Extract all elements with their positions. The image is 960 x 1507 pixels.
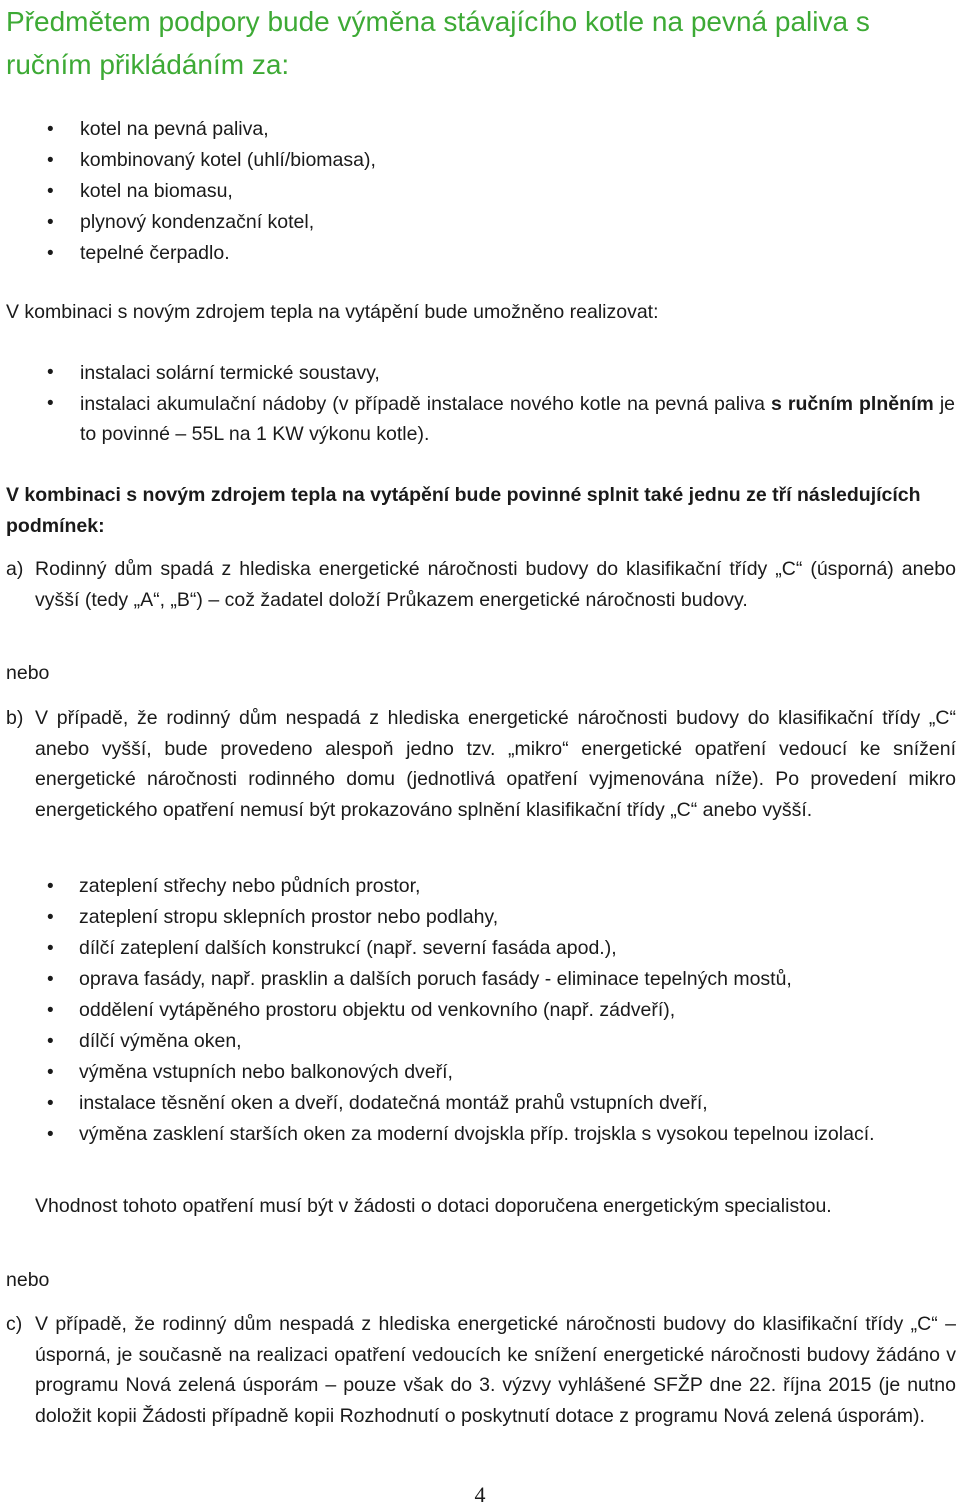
condition-a-text: Rodinný dům spadá z hlediska energetické náročnosti budovy do klasifikační třídy „C“ (úsporná) anebo vyšší (tedy „A“, „B“) – což žadatel doloží Průkazem energetické náročnosti budovy. [35, 558, 956, 611]
list-item-text: zateplení stropu sklepních prostor nebo podlahy, [79, 906, 499, 928]
list-item [0, 1057, 955, 1088]
condition-b-label: b) [6, 707, 24, 729]
list-item [0, 114, 955, 145]
condition-c-label: c) [6, 1313, 23, 1335]
list-item [0, 871, 955, 902]
list-item [0, 902, 955, 933]
list-item-text: tepelné čerpadlo. [80, 242, 230, 264]
condition-a-label: a) [6, 558, 24, 580]
list-item-text: plynový kondenzační kotel, [80, 211, 315, 233]
list-item-text: instalace těsnění oken a dveří, dodatečná montáž prahů vstupních dveří, [79, 1092, 708, 1114]
list-item-text: kotel na pevná paliva, [80, 118, 269, 140]
list-item-text: dílčí výměna oken, [79, 1030, 242, 1052]
condition-b [6, 703, 956, 826]
section-heading: Předmětem podpory bude výměna stávajícího kotle na pevná paliva s ručním přikládáním za: [6, 6, 870, 80]
list-item-text [80, 389, 955, 450]
list-item-text: oddělení vytápěného prostoru objektu od venkovního (např. zádveří), [79, 999, 676, 1021]
or-separator-1: nebo [6, 662, 50, 684]
condition-b-text: V případě, že rodinný dům nespadá z hlediska energetické náročnosti budovy do klasifikační třídy „C“ anebo vyšší, bude provedeno alespoň jedno tzv. „mikro“ energetické opatření vedoucí ke snížení energetické náročnosti rodinného domu (jednotlivá opatření vyjmenována níže). Po provedení mikro energetického opatření nemusí být prokazováno splnění klasifikační třídy „C“ anebo vyšší. [35, 707, 956, 822]
list-item [0, 207, 955, 238]
list-item-bold-text: s ručním plněním [771, 392, 934, 415]
list-item [0, 238, 955, 269]
page-number: 4 [474, 1482, 486, 1507]
list-item [0, 995, 955, 1026]
list-item-text: oprava fasády, např. prasklin a dalších poruch fasády - eliminace tepelných mostů, [79, 968, 792, 990]
list-item [0, 389, 955, 450]
list-item-text: výměna zasklení starších oken za moderní dvojskla příp. trojskla s vysokou tepelnou izolací. [79, 1123, 875, 1145]
list-item-text-rest: je to povinné – 55L na 1 KW výkonu kotle). [80, 392, 955, 445]
list-item [0, 358, 955, 389]
condition-c-text: V případě, že rodinný dům nespadá z hlediska energetické náročnosti budovy do klasifikační třídy „C“ – úsporná, je současně na realizaci opatření vedoucích ke snížení energetické náročnosti budovy žádáno v programu Nová zelená úsporám – pouze však do 3. výzvy vyhlášené SFŽP dne 22. října 2015 (je nutno doložit kopii Žádosti případně kopii Rozhodnutí o poskytnutí dotace z programu Nová zelená úsporám). [35, 1313, 956, 1428]
list-item [0, 1026, 955, 1057]
combination-intro: V kombinaci s novým zdrojem tepla na vytápění bude umožněno realizovat: [6, 301, 659, 323]
list-item-text: zateplení střechy nebo půdních prostor, [79, 875, 421, 897]
micro-measures-list [0, 871, 955, 1150]
list-item-text: kombinovaný kotel (uhlí/biomasa), [80, 149, 376, 171]
list-item-text: dílčí zateplení dalších konstrukcí (např. severní fasáda apod.), [79, 937, 617, 959]
list-item [0, 176, 955, 207]
list-item-text-start: instalaci akumulační nádoby (v případě instalace nového kotle na pevná paliva [80, 392, 772, 415]
list-item [0, 1088, 955, 1119]
or-separator-2: nebo [6, 1269, 50, 1291]
list-item [0, 145, 955, 176]
conditions-intro: V kombinaci s novým zdrojem tepla na vytápění bude povinné splnit také jednu ze tří následujících podmínek: [6, 484, 921, 537]
boiler-type-list [0, 114, 955, 269]
list-item [0, 1119, 955, 1150]
list-item-text: výměna vstupních nebo balkonových dveří, [79, 1061, 453, 1083]
list-item [0, 964, 955, 995]
list-item [0, 933, 955, 964]
suitability-note: Vhodnost tohoto opatření musí být v žádosti o dotaci doporučena energetickým specialistou. [35, 1195, 832, 1217]
list-item-text: kotel na biomasu, [80, 180, 233, 202]
condition-a [6, 554, 956, 615]
condition-c [6, 1309, 956, 1432]
list-item-text: • instalaci solární termické soustavy, [80, 362, 380, 384]
combination-list [0, 358, 955, 450]
